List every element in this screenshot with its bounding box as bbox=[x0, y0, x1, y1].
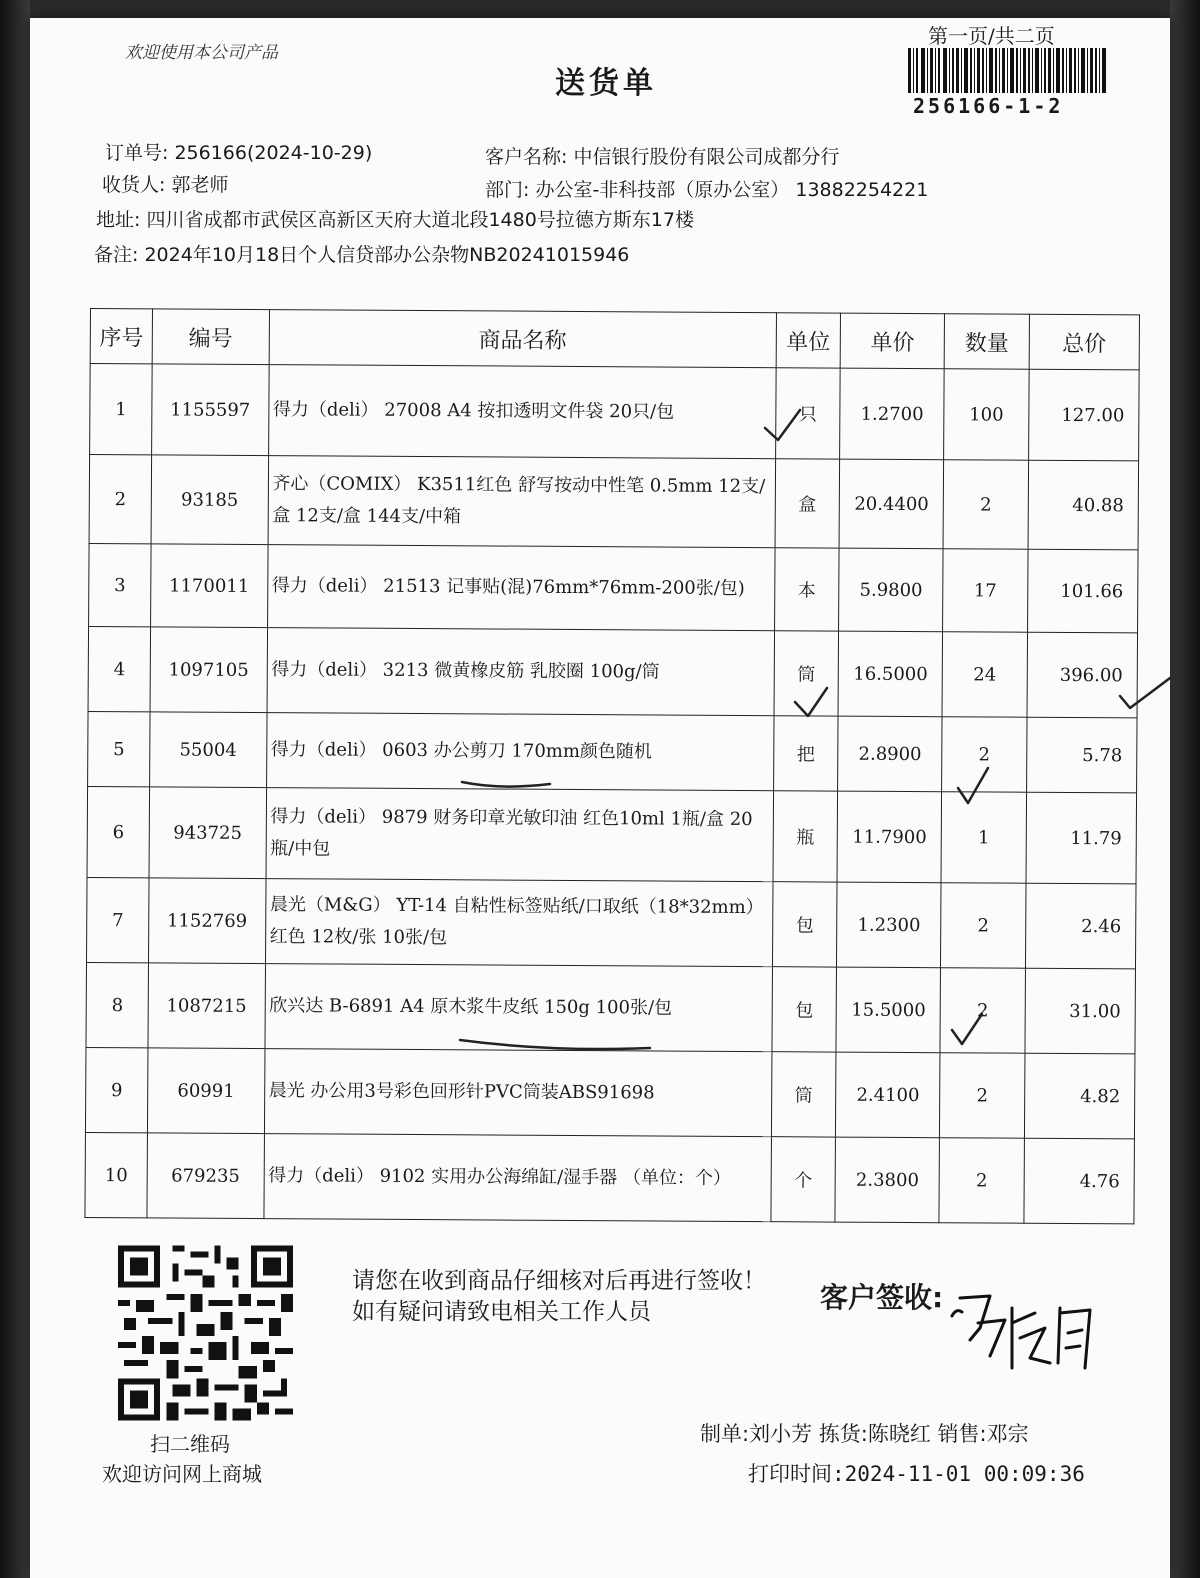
cell-seq: 3 bbox=[89, 543, 152, 626]
cell-unit-price: 2.8900 bbox=[838, 716, 943, 792]
cell-total: 31.00 bbox=[1025, 968, 1136, 1054]
cell-unit: 盒 bbox=[775, 459, 840, 548]
cell-quantity: 2 bbox=[940, 968, 1025, 1054]
cell-quantity: 2 bbox=[941, 883, 1026, 969]
table-row bbox=[88, 711, 1137, 792]
table-row bbox=[85, 1047, 1134, 1138]
receiver bbox=[102, 170, 228, 197]
cell-product-name: 得力（deli） 21513 记事贴(混)76mm*76mm-200张/包) bbox=[267, 545, 775, 631]
qr-caption-scan: 扫二维码 bbox=[150, 1432, 230, 1456]
cell-quantity: 2 bbox=[942, 717, 1027, 793]
cell-seq: 2 bbox=[89, 455, 152, 544]
cell-total: 5.78 bbox=[1026, 717, 1137, 793]
header-unit: 单位 bbox=[776, 313, 841, 368]
cell-unit-price: 11.7900 bbox=[837, 791, 942, 883]
cell-product-name: 晨光 办公用3号彩色回形针PVC筒装ABS91698 bbox=[264, 1049, 772, 1137]
cell-unit: 只 bbox=[776, 368, 841, 459]
department-value: 办公室-非科技部（原办公室） 13882254221 bbox=[535, 179, 929, 201]
receiver-label: 收货人: bbox=[102, 174, 166, 196]
cell-total: 396.00 bbox=[1027, 632, 1138, 718]
cell-product-name: 得力（deli） 9879 财务印章光敏印油 红色10ml 1瓶/盒 20瓶/中包 bbox=[266, 788, 774, 882]
cell-unit: 包 bbox=[772, 882, 837, 967]
order-number bbox=[105, 138, 372, 165]
cell-quantity: 100 bbox=[944, 369, 1029, 461]
cell-seq: 1 bbox=[90, 364, 153, 455]
cell-unit: 把 bbox=[774, 716, 839, 791]
cell-code: 1097105 bbox=[150, 627, 267, 713]
customer-signature bbox=[950, 1268, 1110, 1378]
customer-name bbox=[485, 142, 839, 169]
page-title: 送货单 bbox=[555, 66, 657, 101]
customer-sign-label: 客户签收: bbox=[820, 1281, 944, 1314]
cell-total: 4.76 bbox=[1024, 1138, 1135, 1224]
table-row bbox=[90, 364, 1140, 461]
table-row bbox=[89, 455, 1139, 550]
cell-unit: 瓶 bbox=[773, 791, 838, 882]
cell-code: 93185 bbox=[151, 455, 268, 545]
order-number-label: 订单号: bbox=[105, 142, 169, 164]
header-code: 编号 bbox=[152, 309, 269, 365]
cell-total: 127.00 bbox=[1028, 369, 1139, 461]
cell-unit-price: 16.5000 bbox=[838, 631, 943, 717]
cell-quantity: 24 bbox=[942, 632, 1027, 718]
cell-unit-price: 2.3800 bbox=[835, 1137, 940, 1223]
print-time: 打印时间:2024-11-01 00:09:36 bbox=[748, 1462, 1085, 1486]
cell-code: 1170011 bbox=[151, 544, 268, 628]
cell-unit-price: 15.5000 bbox=[836, 967, 941, 1053]
background-edge-left bbox=[0, 0, 30, 1578]
cell-seq: 6 bbox=[87, 786, 150, 877]
cell-unit-price: 2.4100 bbox=[836, 1052, 941, 1138]
staff-info: 制单:刘小芳 拣货:陈晓红 销售:邓宗 bbox=[700, 1422, 1029, 1446]
cell-code: 1152769 bbox=[149, 878, 266, 964]
address-label: 地址: bbox=[96, 209, 141, 231]
background-edge-right bbox=[1170, 0, 1200, 1578]
page-indicator: 第一页/共二页 bbox=[928, 24, 1055, 48]
table-row bbox=[85, 1132, 1134, 1223]
cell-code: 679235 bbox=[147, 1133, 264, 1219]
cell-quantity: 2 bbox=[943, 460, 1028, 550]
cell-code: 943725 bbox=[149, 787, 266, 879]
table-row bbox=[88, 626, 1137, 717]
cell-seq: 9 bbox=[85, 1047, 148, 1132]
table-row bbox=[86, 962, 1135, 1053]
address-value: 四川省成都市武侯区高新区天府大道北段1480号拉德方斯东17楼 bbox=[146, 209, 694, 231]
header-seq: 序号 bbox=[90, 309, 153, 364]
cell-product-name: 得力（deli） 27008 A4 按扣透明文件袋 20只/包 bbox=[268, 365, 776, 459]
header-total: 总价 bbox=[1029, 314, 1140, 370]
remark-value: 2024年10月18日个人信贷部办公杂物NB20241015946 bbox=[144, 244, 630, 266]
cell-product-name: 欣兴达 B-6891 A4 原木浆牛皮纸 150g 100张/包 bbox=[264, 964, 772, 1052]
cell-total: 4.82 bbox=[1024, 1053, 1135, 1139]
header-unit-price: 单价 bbox=[840, 313, 945, 369]
cell-seq: 5 bbox=[88, 711, 151, 786]
cell-quantity: 2 bbox=[939, 1138, 1024, 1224]
cell-seq: 4 bbox=[88, 626, 151, 711]
cell-code: 1155597 bbox=[152, 364, 269, 456]
cell-product-name: 得力（deli） 9102 实用办公海绵缸/湿手器 （单位：个） bbox=[263, 1134, 771, 1222]
order-number-value: 256166(2024-10-29) bbox=[174, 142, 373, 164]
table-row bbox=[89, 543, 1138, 632]
verification-notice: 请您在收到商品仔细核对后再进行签收！如有疑问请致电相关工作人员 bbox=[352, 1268, 766, 1325]
table-row bbox=[87, 877, 1136, 968]
cell-seq: 10 bbox=[85, 1132, 148, 1217]
table-row bbox=[87, 786, 1137, 883]
cell-unit-price: 5.9800 bbox=[839, 548, 944, 632]
cell-unit: 本 bbox=[774, 548, 839, 631]
cell-unit-price: 1.2700 bbox=[840, 368, 945, 460]
address bbox=[96, 205, 694, 232]
department bbox=[485, 175, 928, 202]
header-quantity: 数量 bbox=[945, 314, 1030, 370]
barcode-number: 256166-1-2 bbox=[913, 94, 1064, 118]
cell-seq: 8 bbox=[86, 962, 149, 1047]
cell-product-name: 得力（deli） 0603 办公剪刀 170mm颜色随机 bbox=[266, 713, 774, 791]
customer-name-value: 中信银行股份有限公司成都分行 bbox=[573, 146, 840, 168]
cell-product-name: 晨光（M&G） YT-14 自粘性标签贴纸/口取纸（18*32mm） 红色 12枚/张 10张/包 bbox=[265, 879, 773, 967]
cell-seq: 7 bbox=[87, 877, 150, 962]
cell-unit: 个 bbox=[771, 1137, 836, 1222]
cell-unit-price: 20.4400 bbox=[839, 459, 944, 549]
cell-quantity: 17 bbox=[943, 549, 1028, 633]
table-header-row bbox=[90, 309, 1139, 370]
cell-unit-price: 1.2300 bbox=[837, 882, 942, 968]
delivery-note-paper bbox=[30, 18, 1170, 1578]
cell-total: 2.46 bbox=[1025, 883, 1136, 969]
cell-product-name: 齐心（COMIX） K3511红色 舒写按动中性笔 0.5mm 12支/盒 12支/盒 144支/中箱 bbox=[268, 456, 776, 548]
welcome-text: 欢迎使用本公司产品 bbox=[125, 43, 278, 63]
cell-quantity: 1 bbox=[941, 792, 1026, 884]
qr-caption-welcome: 欢迎访问网上商城 bbox=[102, 1462, 262, 1486]
cell-code: 1087215 bbox=[148, 963, 265, 1049]
cell-quantity: 2 bbox=[940, 1053, 1025, 1139]
cell-total: 11.79 bbox=[1026, 792, 1137, 884]
qr-code-icon bbox=[118, 1243, 293, 1423]
cell-total: 101.66 bbox=[1027, 549, 1138, 633]
cell-total: 40.88 bbox=[1028, 460, 1139, 550]
department-label: 部门: bbox=[485, 179, 530, 201]
cell-product-name: 得力（deli） 3213 微黄橡皮筋 乳胶圈 100g/筒 bbox=[267, 628, 775, 716]
remark bbox=[94, 240, 629, 267]
customer-name-label: 客户名称: bbox=[485, 146, 568, 168]
cell-unit: 包 bbox=[772, 967, 837, 1052]
header-product-name: 商品名称 bbox=[269, 310, 777, 368]
cell-unit: 筒 bbox=[774, 631, 839, 716]
cell-unit: 筒 bbox=[771, 1052, 836, 1137]
cell-code: 60991 bbox=[148, 1048, 265, 1134]
receiver-value: 郭老师 bbox=[171, 174, 229, 196]
items-table bbox=[84, 308, 1140, 1224]
cell-code: 55004 bbox=[150, 712, 267, 788]
remark-label: 备注: bbox=[94, 244, 139, 266]
